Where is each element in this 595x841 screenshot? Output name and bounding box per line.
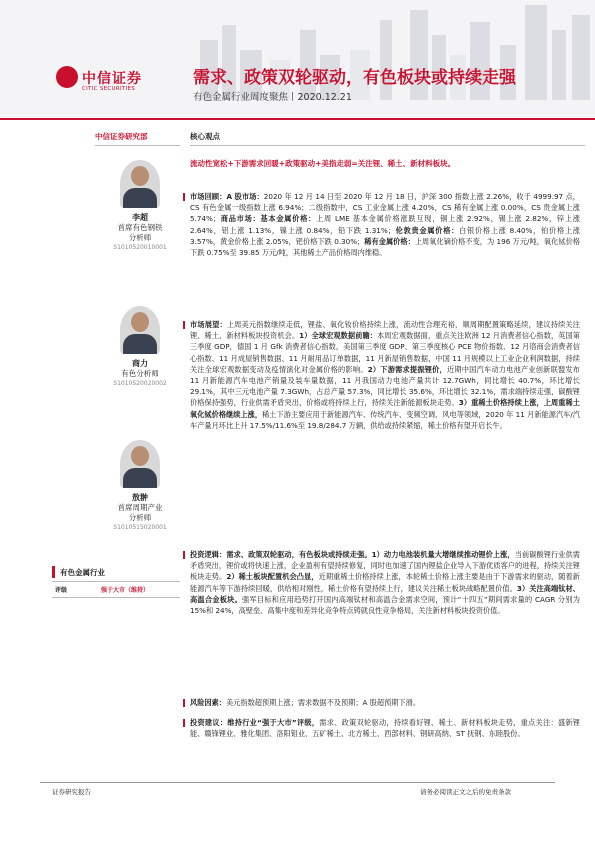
analyst-name: 李超 [132, 213, 148, 222]
avatar [120, 306, 160, 354]
industry-name: 有色金属行业 [60, 568, 105, 577]
summary-line: 流动性宽松+下游需求回暖+政策驱动+美指走弱=关注锂、稀土、新材料板块。 [190, 159, 456, 168]
footer-divider [40, 782, 555, 783]
para-lead: 风险因素： [190, 698, 226, 707]
para-text: 上周氧化镝价格不变，为 196 万元/吨，氧化铽价格下跌 0.75%至 39.85 万元/吨，其他稀土产品价格周内维稳。 [190, 236, 580, 258]
para-bold: 3）关注高端钛材、高温合金板块。 [190, 583, 580, 604]
logo-text-en: CITIC SECURITIES [82, 86, 136, 92]
para-lead: 投资逻辑：需求、政策双轮驱动，有色板块或持续走强。1）动力电池装机量大增继续推动锂价上涨， [190, 550, 515, 559]
para-text: 近期中国汽车动力电池产业创新联盟发布 11 月新能源汽车电池产销量及装车量数据，11 月我国动力电池产量共计 12.7GWh，同比增长 40.7%，环比增长 29.1%，其中三元电池产量 7.3GWh，占总产量 57.3%，同比增长 35.6%，环比增长 32.1%，需求端持续走强，碳酸锂价格保持强势，行业供需矛盾突出，价格或将持续上行，持续关注新能源板块走势。 [190, 364, 580, 408]
analyst-title: 有色分析师 [121, 369, 159, 378]
logo-text-cn: 中信证券 [82, 71, 142, 87]
analyst-title: 首席周期产业 [117, 503, 163, 512]
para-text: 强军目标和应用趋势打开国内高端钛材和高温合金需求空间，预计“十四五”期间需求量的 CAGR 分别为 15%和 24%，高壁垒、高集中度和差异化竞争特点铸就良性竞争格局，关注新材料板块投资价值。 [190, 594, 580, 616]
para-text: 白银价格上涨 8.40%，铂价格上涨 3.57%，黄金价格上涨 2.05%，钯价格下跌 0.30%； [190, 225, 580, 246]
para-text: 本周宏观数据面，重点关注欧洲 12 月消费者信心指数，英国第三季度 GDP，德国 1 月 Gfk 消费者信心指数，美国第三季度 GDP、第三季度核心 PCE 物价指数、12 月谘商会消费者信心指数、11 月成屋销售数据、11 月耐用品订单数据，11 月新屋销售数据，中国 11 月规模以上工业企业利润数据，持续关注全球宏观数据变动及疫情演化对金属价格的影响。 [190, 331, 580, 374]
investment-advice-paragraph [190, 717, 580, 739]
analyst-card [95, 306, 185, 389]
para-bold: 稀有金属价格： [364, 236, 415, 246]
analyst-license: S1010520020002 [113, 380, 167, 387]
para-text: 美元指数超预期上涨；需求数据不及预期；A 股超预期下滑。 [225, 698, 421, 707]
market-outlook-paragraph [190, 319, 580, 431]
research-dept-label: 中信证券研究部 [95, 132, 148, 141]
avatar [120, 440, 160, 488]
analyst-license: S1010515020001 [113, 524, 167, 531]
rating-label: 评级 [55, 587, 68, 594]
analyst-license: S1010520010001 [113, 244, 167, 251]
rating-value: 强于大市（维持） [101, 587, 150, 594]
core-views-heading: 核心观点 [190, 132, 220, 141]
para-text: 2020 年 12 月 14 日至 2020 年 12 月 18 日，沪深 300 指数上涨 2.26%，收于 4999.97 点，CS 有色金属一级指数上涨 6.94%；二级指数中，CS 工业金属上涨 4.20%，CS 稀有金属上涨 0.00%，CS 贵金属上涨 5.74%； [190, 192, 580, 224]
footer-left: 证券研究报告 [52, 788, 91, 796]
market-review-paragraph [190, 191, 580, 258]
analyst-title: 分析师 [128, 513, 152, 522]
para-text: 上周 LME 基本金属价格涨跌互现，铜上涨 2.92%，锡上涨 2.82%，锌上涨 2.64%，铝上涨 1.13%，镍上涨 0.84%，铅下跌 1.31%； [190, 214, 580, 235]
industry-marker [52, 566, 55, 578]
left-divider [95, 145, 180, 146]
para-lead: 市场展望： [190, 320, 227, 329]
report-title: 需求、政策双轮驱动，有色板块或持续走强 [193, 68, 516, 88]
para-text: 上周美元指数继续走低，锂盐、氧化钕价格持续上涨，流动性合理充裕，顺周期配置策略延续，建议持续关注锂、稀土、新材料板块投资机会。 [190, 320, 580, 341]
investment-logic-paragraph [190, 549, 580, 616]
para-text: 近期重稀土价格持续上涨，本轮稀土价格上涨主要是由于下游需求的驱动，随着新能源汽车等下游持续回暖，供给相对刚性，稀土价格有望持续上行，建议关注稀土板块战略配置价值。 [190, 572, 580, 593]
rating-divider-bottom [52, 597, 180, 598]
para-lead: 市场回顾：A 股市场： [190, 192, 264, 201]
analyst-title: 首席有色钢铁 [117, 223, 163, 232]
risk-factors-paragraph [190, 697, 580, 708]
para-bold: 商品市场：基本金属价格： [220, 214, 317, 224]
citic-logo-icon [56, 66, 78, 88]
analyst-card [95, 160, 185, 253]
rating-divider [52, 581, 180, 582]
para-bold: 2）稀土板块配置机会凸显， [226, 572, 319, 582]
para-bold: 3）重稀土价格持续上涨，上周重稀土氧化铽价格继续上涨， [190, 398, 580, 419]
header-divider [0, 118, 595, 120]
avatar [120, 160, 160, 208]
para-text: 需求、政策双轮驱动，持续看好锂、稀土、新材料板块走势，重点关注：盛新锂能、赣锋锂业、雅化集团、洛阳钼业、五矿稀土、北方稀土、西部材料、钢研高纳、ST 抚钢、东睦股份。 [190, 718, 580, 739]
analyst-title: 分析师 [128, 233, 152, 242]
core-divider [190, 145, 585, 146]
para-lead: 投资建议：维持行业“强于大市”评级， [190, 718, 320, 727]
para-bold: 2）下游需求提振锂价， [367, 364, 447, 374]
para-bold: 伦敦贵金属价格： [394, 225, 460, 235]
analyst-name: 商力 [132, 359, 148, 368]
analyst-name: 敖翀 [132, 493, 148, 502]
footer-right: 请务必阅读正文之后的免责条款 [420, 788, 511, 796]
analyst-card [95, 440, 185, 533]
para-bold: 1）全球宏观数据前瞻： [299, 331, 378, 341]
para-text: 稀土下游主要应用于新能源汽车、传统汽车、变频空调、风电等领域，2020 年 11 月新能源汽车/汽车产量月环比上升 17.5%/11.6%至 19.8/284.7 万辆，供给或持续紧缩，稀土价格有望开启长牛。 [190, 409, 580, 430]
para-text: 当前碳酸锂行业供需矛盾突出，锂价或将快速上涨，企业盈利有望持续修复，同时也加速了国内锂盐企业导入下游优质客户的进程，持续关注锂板块走势。 [190, 550, 580, 582]
report-subtitle: 有色金属行业周度聚焦丨2020.12.21 [193, 92, 352, 103]
